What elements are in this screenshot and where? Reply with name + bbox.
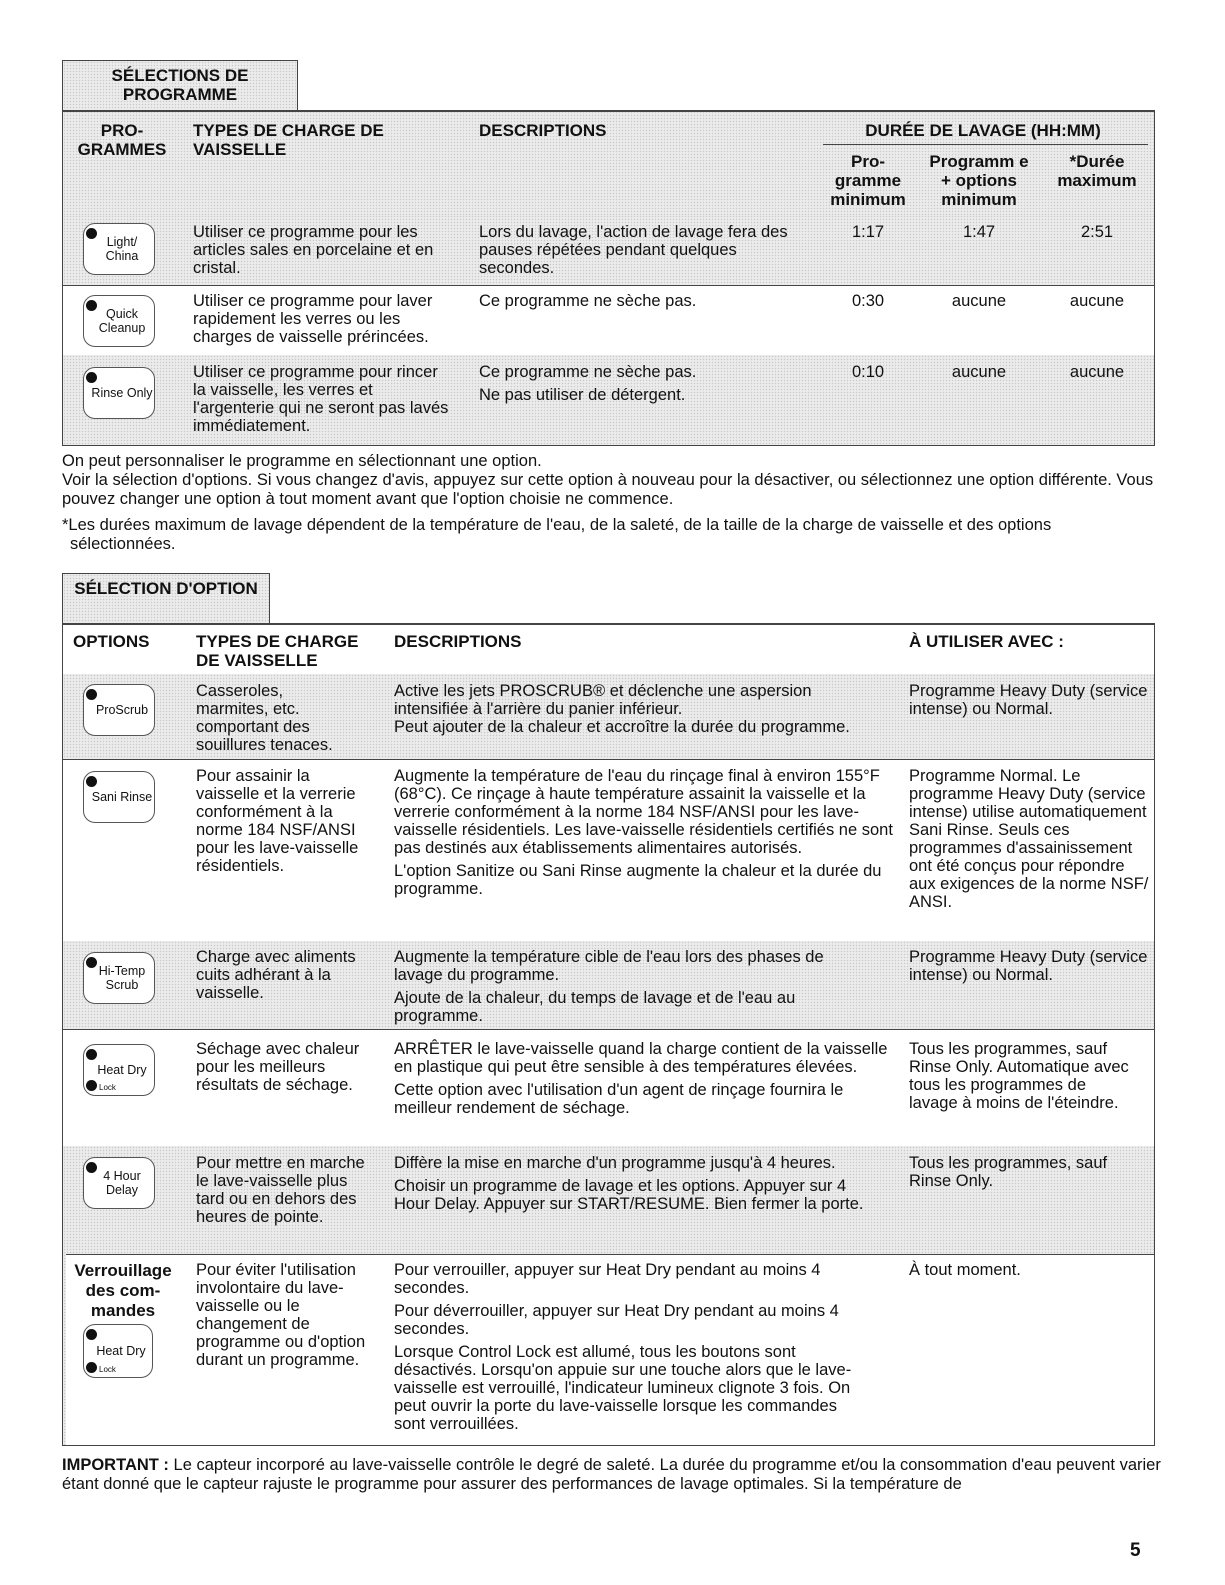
load-type-cell: Pour assainir la vaisselle et la verrerie conformément à la norme 184 NSF/ANSI pour les lave-vaisselle résidentiels. xyxy=(196,767,359,875)
min-cell: 1:17 xyxy=(851,223,885,241)
description-cell: Pour verrouiller, appuyer sur Heat Dry pendant au moins 4 secondes. Pour déverrouiller, appuyer sur Heat Dry pendant au moins 4 secondes. Lorsque Control Lock est allumé, tous les boutons sont désactivés. Lorsqu'on appuie sur une touche alors que le lave-vaisselle est verrouillé, l'indicateur lumineux clignote 3 fois. On peut ouvrir la porte du lave-vaisselle lorsque les commandes sont verrouillées. xyxy=(394,1261,852,1433)
load-type-cell: Pour mettre en marche le lave-vaisselle plus tard ou en dehors des heures de pointe. xyxy=(196,1154,365,1226)
header-load-type: TYPES DE CHARGE DE VAISSELLE xyxy=(193,121,384,159)
header-description: DESCRIPTIONS xyxy=(394,632,522,651)
heat-dry-button[interactable]: Heat Dry Lock xyxy=(83,1044,155,1096)
hi-temp-scrub-button[interactable]: Hi-Temp Scrub xyxy=(83,952,155,1004)
header-max: *Durée maximum xyxy=(1057,152,1137,190)
with-options-cell: aucune xyxy=(951,292,1007,310)
4-hour-delay-button[interactable]: 4 Hour Delay xyxy=(83,1157,155,1209)
description-cell: Augmente la température cible de l'eau lors des phases de lavage du programme. Ajoute de la chaleur, du temps de lavage et de l'eau au programme. xyxy=(394,948,824,1025)
indicator-light-icon xyxy=(86,1329,97,1340)
programs-tab-title: SÉLECTIONS DE PROGRAMME xyxy=(111,66,249,104)
min-cell: 0:10 xyxy=(851,363,885,381)
description-cell: ARRÊTER le lave-vaisselle quand la charge contient de la vaisselle en plastique qui peut être sensible à des températures élevées. Cette option avec l'utilisation d'un agent de rinçage fournira le meilleur rendement de séchage. xyxy=(394,1040,888,1117)
indicator-light-icon xyxy=(86,1162,97,1173)
description-cell: Active les jets PROSCRUB® et déclenche une aspersion intensifiée à l'arrière du panier inférieur. Peut ajouter de la chaleur et accroître la durée du programme. xyxy=(394,682,850,736)
description-cell: Ce programme ne sèche pas. xyxy=(479,292,697,310)
use-with-cell: Tous les programmes, sauf Rinse Only. xyxy=(909,1154,1108,1190)
indicator-light-icon xyxy=(86,372,97,383)
max-cell: aucune xyxy=(1069,292,1125,310)
load-type-cell: Casseroles, marmites, etc. comportant des souillures tenaces. xyxy=(196,682,333,754)
proscrub-button[interactable]: ProScrub xyxy=(83,684,155,736)
options-tab-title: SÉLECTION D'OPTION xyxy=(74,579,258,598)
lock-indicator-icon xyxy=(86,1080,97,1091)
heat-dry-lock-button[interactable]: Heat Dry Lock xyxy=(83,1324,153,1378)
header-duration: DURÉE DE LAVAGE (HH:MM) xyxy=(865,121,1101,140)
options-table xyxy=(62,623,1155,1446)
use-with-cell: À tout moment. xyxy=(909,1261,1021,1279)
use-with-cell: Tous les programmes, sauf Rinse Only. Automatique avec tous les programmes de lavage à moins de l'éteindre. xyxy=(909,1040,1129,1112)
indicator-light-icon xyxy=(86,300,97,311)
indicator-light-icon xyxy=(86,1049,97,1060)
option-row-lock xyxy=(63,1254,66,1445)
indicator-light-icon xyxy=(86,228,97,239)
header-program: PRO- GRAMMES xyxy=(77,121,167,159)
max-cell: aucune xyxy=(1069,363,1125,381)
programs-table xyxy=(62,110,1155,446)
load-type-cell: Utiliser ce programme pour laver rapidement les verres ou les charges de vaisselle prérincées. xyxy=(193,292,433,346)
rinse-only-button[interactable]: Rinse Only xyxy=(83,367,155,419)
description-cell: Ce programme ne sèche pas. Ne pas utiliser de détergent. xyxy=(479,363,697,404)
note-options: Voir la sélection d'options. Si vous changez d'avis, appuyez sur cette option à nouveau pour la désactiver, ou sélectionnez une option différente. Vous pouvez changer une option à tout moment avant que l'option choisie ne commence. xyxy=(62,471,1154,508)
load-type-cell: Séchage avec chaleur pour les meilleurs résultats de séchage. xyxy=(196,1040,360,1094)
control-lock-label: Verrouillage des com- mandes xyxy=(74,1261,172,1320)
indicator-light-icon xyxy=(86,957,97,968)
indicator-light-icon xyxy=(86,776,97,787)
options-tab xyxy=(62,573,270,625)
quick-cleanup-button[interactable]: Quick Cleanup xyxy=(83,295,155,347)
description-cell: Augmente la température de l'eau du rinçage final à environ 155°F (68°C). Ce rinçage à haute température assainit la vaisselle et la verrerie conformément à la norme 184 NSF/ANSI pour les lave-vaisselle résidentiels. Les lave-vaisselle résidentiels certifiés ne sont pas destinés aux établissements alimentaires autorisés. L'option Sanitize ou Sani Rinse augmente la chaleur et la durée du programme. xyxy=(394,767,893,898)
use-with-cell: Programme Heavy Duty (service intense) ou Normal. xyxy=(909,948,1148,984)
header-min: Pro- gramme minimum xyxy=(830,152,906,209)
note-max-durations: *Les durées maximum de lavage dépendent de la température de l'eau, de la saleté, de la taille de la charge de vaisselle et des options sélectionnées. xyxy=(62,516,1052,553)
page-number: 5 xyxy=(1130,1540,1141,1561)
indicator-light-icon xyxy=(86,689,97,700)
load-type-cell: Utiliser ce programme pour les articles sales en porcelaine et en cristal. xyxy=(193,223,434,277)
use-with-cell: Programme Normal. Le programme Heavy Duty (service intense) utilise automatiquement Sani Rinse. Seuls ces programmes d'assainissement ont été conçus pour répondre aux exigences de la norme NSF/ ANSI. xyxy=(909,767,1149,911)
with-options-cell: aucune xyxy=(951,363,1007,381)
header-load-type: TYPES DE CHARGE DE VAISSELLE xyxy=(196,632,359,670)
important-label: IMPORTANT : xyxy=(62,1456,169,1474)
load-type-cell: Utiliser ce programme pour rincer la vaisselle, les verres et l'argenterie qui ne seront pas lavés immédiatement. xyxy=(193,363,449,435)
header-options: OPTIONS xyxy=(73,632,150,651)
lock-indicator-icon xyxy=(86,1362,97,1373)
load-type-cell: Charge avec aliments cuits adhérant à la vaisselle. xyxy=(196,948,356,1002)
programs-tab xyxy=(62,60,298,112)
important-note xyxy=(62,1456,1162,1494)
load-type-cell: Pour éviter l'utilisation involontaire du lave-vaisselle ou le changement de programme ou d'option durant un programme. xyxy=(196,1261,366,1369)
min-cell: 0:30 xyxy=(851,292,885,310)
description-cell: Diffère la mise en marche d'un programme jusqu'à 4 heures. Choisir un programme de lavage et les options. Appuyer sur 4 Hour Delay. Appuyer sur START/RESUME. Bien fermer la porte. xyxy=(394,1154,864,1213)
header-with-options: Programm e + options minimum xyxy=(929,152,1029,209)
sani-rinse-button[interactable]: Sani Rinse xyxy=(83,771,155,823)
max-cell: 2:51 xyxy=(1080,223,1114,241)
with-options-cell: 1:47 xyxy=(962,223,996,241)
description-cell: Lors du lavage, l'action de lavage fera des pauses répétées pendant quelques secondes. xyxy=(479,223,788,277)
use-with-cell: Programme Heavy Duty (service intense) ou Normal. xyxy=(909,682,1148,718)
note-customize: On peut personnaliser le programme en sélectionnant une option. xyxy=(62,452,542,470)
important-text: Le capteur incorporé au lave-vaisselle contrôle le degré de saleté. La durée du programme et/ou la consommation d'eau peuvent varier étant donné que le capteur rajuste le programme pour assurer des performances de lavage optimales. Si la température de xyxy=(62,1456,1161,1493)
light-china-button[interactable]: Light/ China xyxy=(83,223,155,275)
header-description: DESCRIPTIONS xyxy=(479,121,607,140)
header-use-with: À UTILISER AVEC : xyxy=(909,632,1064,651)
